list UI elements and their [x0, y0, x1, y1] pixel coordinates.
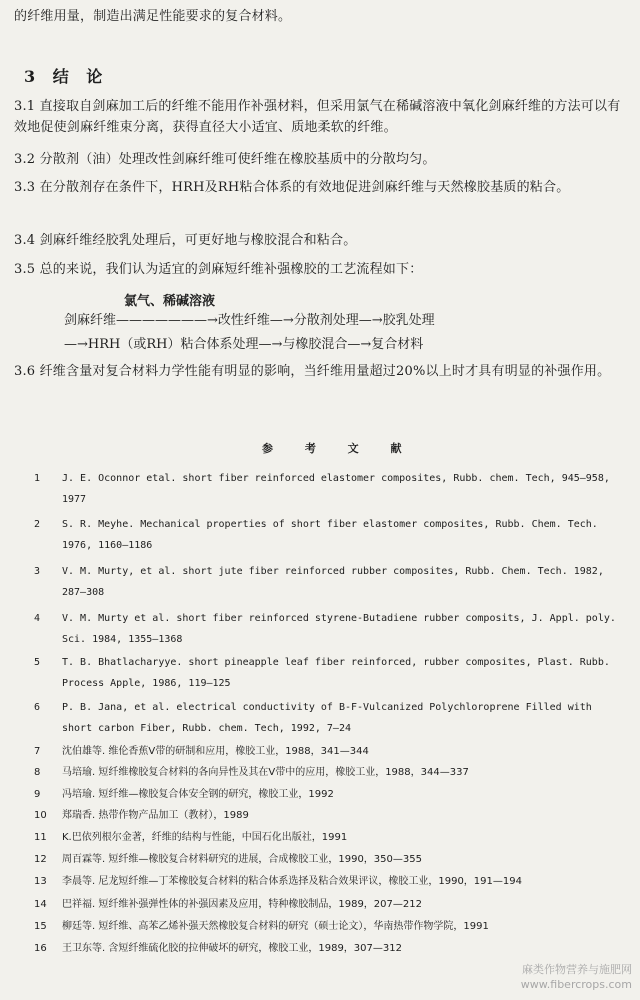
reference-text: J. E. Oconnor etal. short fiber reinforced elastomer composites, Rubb. chem. Tech, 945—958, 1977 — [62, 473, 610, 505]
reference-text: 周百霖等. 短纤维—橡胶复合材料研究的进展，合成橡胶工业，1990，350—355 — [62, 854, 422, 865]
reference-item — [34, 468, 626, 510]
reference-item — [34, 784, 626, 805]
conclusion-3-4: 3.4 剑麻纤维经胶乳处理后，可更好地与橡胶混合和粘合。 — [14, 233, 357, 248]
reference-number: 11 — [34, 832, 47, 843]
reference-item — [34, 938, 626, 959]
reference-number: 10 — [34, 810, 47, 821]
reference-text: S. R. Meyhe. Mechanical properties of short fiber elastomer composites, Rubb. Chem. Tech. 1976, 1160—1186 — [62, 519, 598, 551]
reference-item — [34, 871, 626, 892]
reference-item — [34, 827, 626, 848]
reference-text: 冯培瑜. 短纤维—橡胶复合体安全钢的研究，橡胶工业，1992 — [62, 789, 334, 800]
references-title: 参 考 文 献 — [262, 442, 416, 455]
reference-item — [34, 652, 626, 694]
section-title-conclusions: 3 结 论 — [24, 67, 109, 86]
reference-text: K.巴依列根尔金著，纤维的结构与性能，中国石化出版社，1991 — [62, 832, 348, 843]
reference-text: T. B. Bhatlacharyye. short pineapple leaf fiber reinforced, rubber composites, Plast. Rubb. Process Apple, 1986, 119—125 — [62, 657, 610, 689]
reference-item — [34, 697, 626, 739]
reference-number: 13 — [34, 876, 47, 887]
reference-text: 柳廷等. 短纤维、高苯乙烯补强天然橡胶复合材料的研究（硕士论文），华南热带作物学院，1991 — [62, 921, 489, 932]
reference-number: 9 — [34, 789, 41, 800]
continuation-line: 的纤维用量，制造出满足性能要求的复合材料。 — [14, 9, 292, 24]
reference-number: 6 — [34, 702, 41, 713]
reference-item — [34, 894, 626, 915]
reference-text: 郑瑞香. 热带作物产品加工（教材），1989 — [62, 810, 249, 821]
reference-item — [34, 741, 626, 762]
reference-number: 8 — [34, 767, 41, 778]
reference-number: 4 — [34, 613, 41, 624]
reference-text: 李晨等. 尼龙短纤维—丁苯橡胶复合材料的粘合体系选择及粘合效果评议，橡胶工业，1990，191—194 — [62, 876, 522, 887]
reference-item — [34, 762, 626, 783]
reference-text: V. M. Murty, et al. short jute fiber reinforced rubber composites, Rubb. Chem. Tech. 1982, 287—308 — [62, 566, 604, 598]
reference-item — [34, 514, 626, 556]
reference-item — [34, 805, 626, 826]
conclusion-3-3: 3.3 在分散剂存在条件下，HRH及RH粘合体系的有效地促进剑麻纤维与天然橡胶基质的粘合。 — [14, 180, 570, 195]
reference-number: 7 — [34, 746, 41, 757]
conclusion-3-5: 3.5 总的来说，我们认为适宜的剑麻短纤维补强橡胶的工艺流程如下： — [14, 262, 423, 277]
reference-text: V. M. Murty et al. short fiber reinforced styrene-Butadiene rubber composits, J. Appl. poly. Sci. 1984, 1355—1368 — [62, 613, 616, 645]
conclusion-3-1: 3.1 直接取自剑麻加工后的纤维不能用作补强材料，但采用氯气在稀碱溶液中氧化剑麻纤维的方法可以有效地促使剑麻纤维束分离，获得直径大小适宜、质地柔软的纤维。 — [14, 99, 621, 135]
reference-item — [34, 916, 626, 937]
flow-line-2: —→HRH（或RH）粘合体系处理—→与橡胶混合—→复合材料 — [64, 337, 424, 352]
reference-number: 2 — [34, 519, 41, 530]
reference-number: 12 — [34, 854, 47, 865]
reference-number: 16 — [34, 943, 47, 954]
reference-item — [34, 849, 626, 870]
site-watermark — [521, 962, 632, 992]
conclusion-3-6: 3.6 纤维含量对复合材料力学性能有明显的影响，当纤维用量超过20%以上时才具有明显的补强作用。 — [14, 364, 611, 379]
reference-number: 1 — [34, 473, 41, 484]
watermark-url: www.fibercrops.com — [520, 978, 632, 991]
conclusion-3-2: 3.2 分散剂（油）处理改性剑麻纤维可使纤维在橡胶基质中的分散均匀。 — [14, 152, 436, 167]
reference-number: 15 — [34, 921, 47, 932]
reference-number: 14 — [34, 899, 47, 910]
reference-text: 王卫东等. 含短纤维硫化胶的拉伸破坏的研究，橡胶工业，1989，307—312 — [62, 943, 402, 954]
reference-text: 沈伯雄等. 维伦香蕉V带的研制和应用，橡胶工业，1988，341—344 — [62, 746, 369, 757]
reference-text: 巴祥福. 短纤维补强弹性体的补强因素及应用，特种橡胶制品，1989，207—212 — [62, 899, 422, 910]
reference-number: 5 — [34, 657, 41, 668]
flow-line-1: 剑麻纤维———————→改性纤维—→分散剂处理—→胶乳处理 — [64, 313, 435, 328]
reference-text: 马培瑜. 短纤维橡胶复合材料的各向异性及其在V带中的应用，橡胶工业，1988，344—337 — [62, 767, 469, 778]
watermark-title: 麻类作物营养与施肥网 — [522, 963, 632, 976]
reference-text: P. B. Jana, et al. electrical conductivity of B-F-Vulcanized Polychloroprene Filled with short carbon Fiber, Rubb. chem. Tech, 1992, 7—24 — [62, 702, 592, 734]
flow-condition-label: 氯气、稀碱溶液 — [124, 294, 216, 309]
reference-item — [34, 608, 626, 650]
reference-number: 3 — [34, 566, 41, 577]
reference-item — [34, 561, 626, 603]
